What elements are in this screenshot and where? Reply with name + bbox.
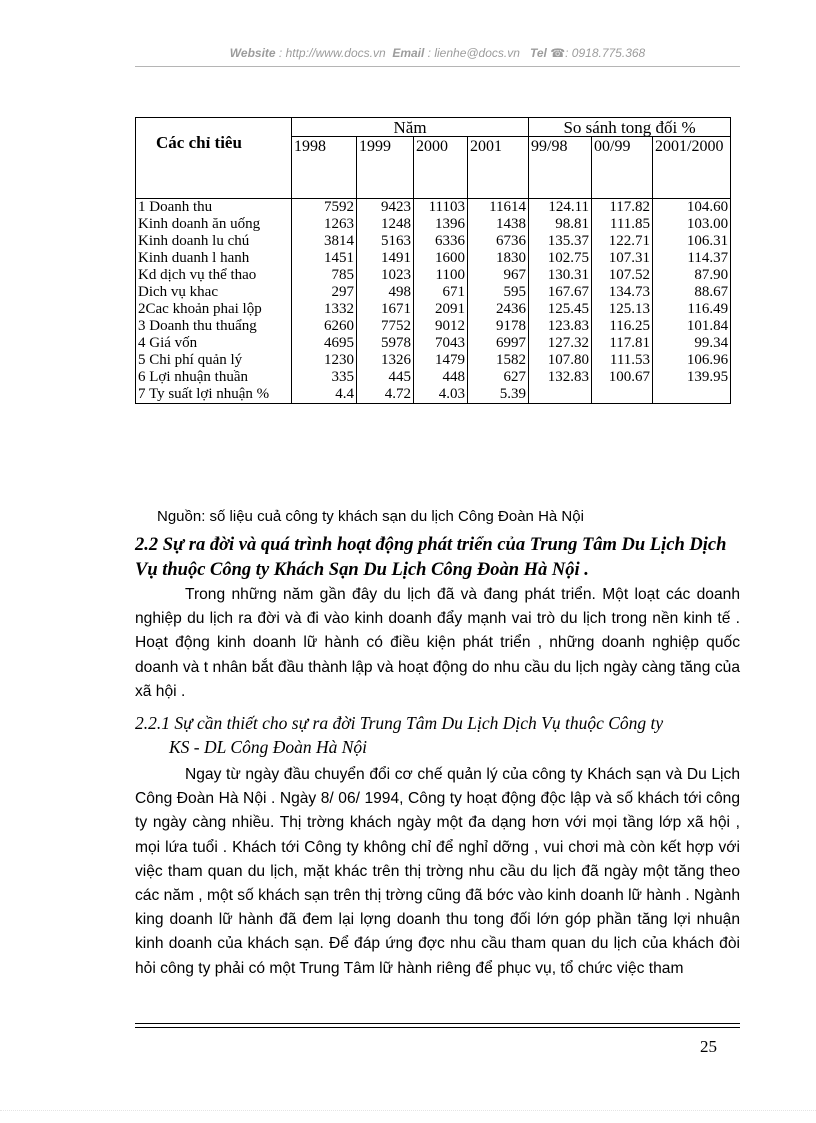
table-row xyxy=(136,267,731,284)
table-cell: 1438 xyxy=(468,216,529,233)
table-cell: 2091 xyxy=(414,301,468,318)
table-cell: 4.03 xyxy=(414,386,468,404)
table-cell: 4695 xyxy=(292,335,357,352)
row-label: 2Cac khoản phai lộp xyxy=(136,301,292,318)
table-cell: 5978 xyxy=(357,335,414,352)
row-label: Kinh doanh ăn uống xyxy=(136,216,292,233)
row-label: 6 Lợi nhuận thuần xyxy=(136,369,292,386)
separator: : xyxy=(275,46,286,60)
table-cell: 297 xyxy=(292,284,357,301)
table-cell: 335 xyxy=(292,369,357,386)
paragraph-intro xyxy=(135,583,740,704)
table-cell: 1600 xyxy=(414,250,468,267)
table-cell: 130.31 xyxy=(529,267,592,284)
table-cell: 125.13 xyxy=(592,301,653,318)
row-label: 3 Doanh thu thuẩng xyxy=(136,318,292,335)
source-note: Nguồn: số liệu cuả công ty khách sạn du lịch Công Đoàn Hà Nội xyxy=(157,508,584,525)
table-row xyxy=(136,386,731,404)
table-cell: 1100 xyxy=(414,267,468,284)
table-cell: 627 xyxy=(468,369,529,386)
table-cell: 1491 xyxy=(357,250,414,267)
table-cell: 3814 xyxy=(292,233,357,250)
footer-divider xyxy=(135,1023,740,1024)
table-cell: 99.34 xyxy=(653,335,731,352)
table-cell: 6997 xyxy=(468,335,529,352)
table-cell: 1396 xyxy=(414,216,468,233)
row-label: 1 Doanh thu xyxy=(136,199,292,217)
table-cell: 1230 xyxy=(292,352,357,369)
table-cell: 117.82 xyxy=(592,199,653,217)
table-cell: 1332 xyxy=(292,301,357,318)
table-cell: 9423 xyxy=(357,199,414,217)
email-value[interactable]: lienhe@docs.vn xyxy=(434,46,520,60)
table-cell: 7043 xyxy=(414,335,468,352)
table-cell xyxy=(592,386,653,404)
table-cell: 7592 xyxy=(292,199,357,217)
table-cell: 103.00 xyxy=(653,216,731,233)
table-cell: 2436 xyxy=(468,301,529,318)
table-cell: 11103 xyxy=(414,199,468,217)
column-header: 2001 xyxy=(468,137,529,199)
table-cell: 98.81 xyxy=(529,216,592,233)
table-cell: 114.37 xyxy=(653,250,731,267)
section-title: 2.2 Sự ra đời và quá trình hoạt động phát triển của Trung Tâm Du Lịch Dịch Vụ thuộc Công ty Khách Sạn Du Lịch Công Đoàn Hà Nội . xyxy=(135,535,727,580)
email-label: Email xyxy=(392,46,425,60)
table-row xyxy=(136,352,731,369)
website-label: Website xyxy=(229,46,276,60)
table-cell: 111.85 xyxy=(592,216,653,233)
separator: : xyxy=(424,46,435,60)
subsection-line: KS - DL Công Đoàn Hà Nội xyxy=(169,737,368,757)
criteria-header: Các chỉ tiêu xyxy=(136,118,292,199)
column-header: 00/99 xyxy=(592,137,653,199)
table-cell: 101.84 xyxy=(653,318,731,335)
row-label: 4 Giá vốn xyxy=(136,335,292,352)
table-cell: 125.45 xyxy=(529,301,592,318)
table-cell: 4.72 xyxy=(357,386,414,404)
table-cell: 107.52 xyxy=(592,267,653,284)
comparison-group-header: So sánh tong đối % xyxy=(529,118,731,137)
paragraph-body xyxy=(135,763,740,981)
table-row xyxy=(136,369,731,386)
table-row xyxy=(136,233,731,250)
table-cell: 1248 xyxy=(357,216,414,233)
table-cell: 104.60 xyxy=(653,199,731,217)
table-row xyxy=(136,216,731,233)
table-cell: 6736 xyxy=(468,233,529,250)
table-cell: 445 xyxy=(357,369,414,386)
table-cell: 139.95 xyxy=(653,369,731,386)
row-label: Kd dịch vụ thể thao xyxy=(136,267,292,284)
table-cell: 106.31 xyxy=(653,233,731,250)
table-cell: 87.90 xyxy=(653,267,731,284)
table-cell: 5.39 xyxy=(468,386,529,404)
row-label: Dich vụ khac xyxy=(136,284,292,301)
table-cell: 4.4 xyxy=(292,386,357,404)
table-row xyxy=(136,250,731,267)
table-row xyxy=(136,318,731,335)
column-header: 1999 xyxy=(357,137,414,199)
subsection-line: 2.2.1 Sự cần thiết cho sự ra đời Trung Tâm Du Lịch Dịch Vụ thuộc Công ty xyxy=(135,713,664,733)
footer-divider xyxy=(135,1027,740,1028)
table-row xyxy=(136,301,731,318)
table-cell: 6260 xyxy=(292,318,357,335)
table-cell: 122.71 xyxy=(592,233,653,250)
table-cell: 107.80 xyxy=(529,352,592,369)
column-header: 1998 xyxy=(292,137,357,199)
column-header: 99/98 xyxy=(529,137,592,199)
column-header: 2001/2000 xyxy=(653,137,731,199)
statistics-table xyxy=(135,117,731,404)
year-group-header: Năm xyxy=(292,118,529,137)
table-body xyxy=(136,199,731,404)
table-cell: 785 xyxy=(292,267,357,284)
page-number: 25 xyxy=(700,1037,717,1056)
paragraph-text: Ngay từ ngày đầu chuyển đổi cơ chế quản lý của công ty Khách sạn và Du Lịch Công Đoàn Hà Nội . Ngày 8/ 06/ 1994, Công ty hoạt động độc lập và số khách tới công ty ngày càng nhiều. Thị trờng khách ngày một đa dạng hơn với mọi tầng lớp xã hội , mọi lứa tuổi . Khách tới Công ty không chỉ để nghỉ dỡng , vui chơi mà còn kết hợp với việc tham quan du lịch, mặt khác trên thị trờng nhu cầu du lịch đã ngày một tăng theo các năm , một số khách sạn trên thị trờng cũng đã bớc vào kinh doanh lữ hành . Ngành king doanh lữ hành đã đem lại lợng doanh thu tong đối lớn góp phần tăng lợi nhuận kinh doanh của khách sạn. Để đáp ứng đợc nhu cầu tham quan du lịch của khách đòi hỏi công ty phải có một Trung Tâm lữ hành riêng để phục vụ, tổ chức việc tham xyxy=(135,766,740,977)
tel-label: Tel xyxy=(529,46,547,60)
table-cell: 127.32 xyxy=(529,335,592,352)
table-cell: 671 xyxy=(414,284,468,301)
table-cell: 111.53 xyxy=(592,352,653,369)
table-cell: 1671 xyxy=(357,301,414,318)
table-row xyxy=(136,284,731,301)
table-cell: 1326 xyxy=(357,352,414,369)
website-url[interactable]: http://www.docs.vn xyxy=(285,46,386,60)
table-cell: 967 xyxy=(468,267,529,284)
table-cell: 1263 xyxy=(292,216,357,233)
tel-value: : 0918.775.368 xyxy=(565,46,646,60)
table-cell: 107.31 xyxy=(592,250,653,267)
column-header: 2000 xyxy=(414,137,468,199)
table-cell: 106.96 xyxy=(653,352,731,369)
table-cell: 167.67 xyxy=(529,284,592,301)
table-cell: 595 xyxy=(468,284,529,301)
row-label: Kinh duanh l hanh xyxy=(136,250,292,267)
table-cell: 124.11 xyxy=(529,199,592,217)
table-cell: 1451 xyxy=(292,250,357,267)
row-label: Kinh doanh lu chú xyxy=(136,233,292,250)
row-label: 5 Chi phí quản lý xyxy=(136,352,292,369)
table-cell: 88.67 xyxy=(653,284,731,301)
table-cell: 1830 xyxy=(468,250,529,267)
table-cell: 135.37 xyxy=(529,233,592,250)
table-cell: 116.25 xyxy=(592,318,653,335)
table-cell: 100.67 xyxy=(592,369,653,386)
header-divider xyxy=(135,66,740,67)
table-cell: 1479 xyxy=(414,352,468,369)
table-cell: 9178 xyxy=(468,318,529,335)
table-row xyxy=(136,335,731,352)
table-cell: 11614 xyxy=(468,199,529,217)
table-cell xyxy=(529,386,592,404)
row-label: 7 Ty suất lợi nhuận % xyxy=(136,386,292,404)
table-cell: 1582 xyxy=(468,352,529,369)
table-cell xyxy=(653,386,731,404)
table-cell: 7752 xyxy=(357,318,414,335)
table-cell: 448 xyxy=(414,369,468,386)
table-cell: 5163 xyxy=(357,233,414,250)
table-cell: 134.73 xyxy=(592,284,653,301)
page-edge xyxy=(0,1110,816,1111)
phone-icon: ☎ xyxy=(550,46,566,60)
table-cell: 1023 xyxy=(357,267,414,284)
table-row xyxy=(136,199,731,217)
table-cell: 116.49 xyxy=(653,301,731,318)
subsection-title xyxy=(135,711,745,759)
table-cell: 117.81 xyxy=(592,335,653,352)
page-header xyxy=(135,46,740,60)
table-cell: 132.83 xyxy=(529,369,592,386)
table-cell: 102.75 xyxy=(529,250,592,267)
table-cell: 123.83 xyxy=(529,318,592,335)
paragraph-text: Trong những năm gần đây du lịch đã và đang phát triển. Một loạt các doanh nghiệp du lịch ra đời và đi vào kinh doanh đẩy mạnh vai trò du lịch trong nền kinh tế . Hoạt động kinh doanh lữ hành có điều kiện phát triển , những doanh nghiệp quốc doanh và t nhân bắt đầu thành lập và hoạt động do nhu cầu du lịch ngày càng tăng của xã hội . xyxy=(135,586,740,700)
table-cell: 6336 xyxy=(414,233,468,250)
table-cell: 498 xyxy=(357,284,414,301)
table-cell: 9012 xyxy=(414,318,468,335)
